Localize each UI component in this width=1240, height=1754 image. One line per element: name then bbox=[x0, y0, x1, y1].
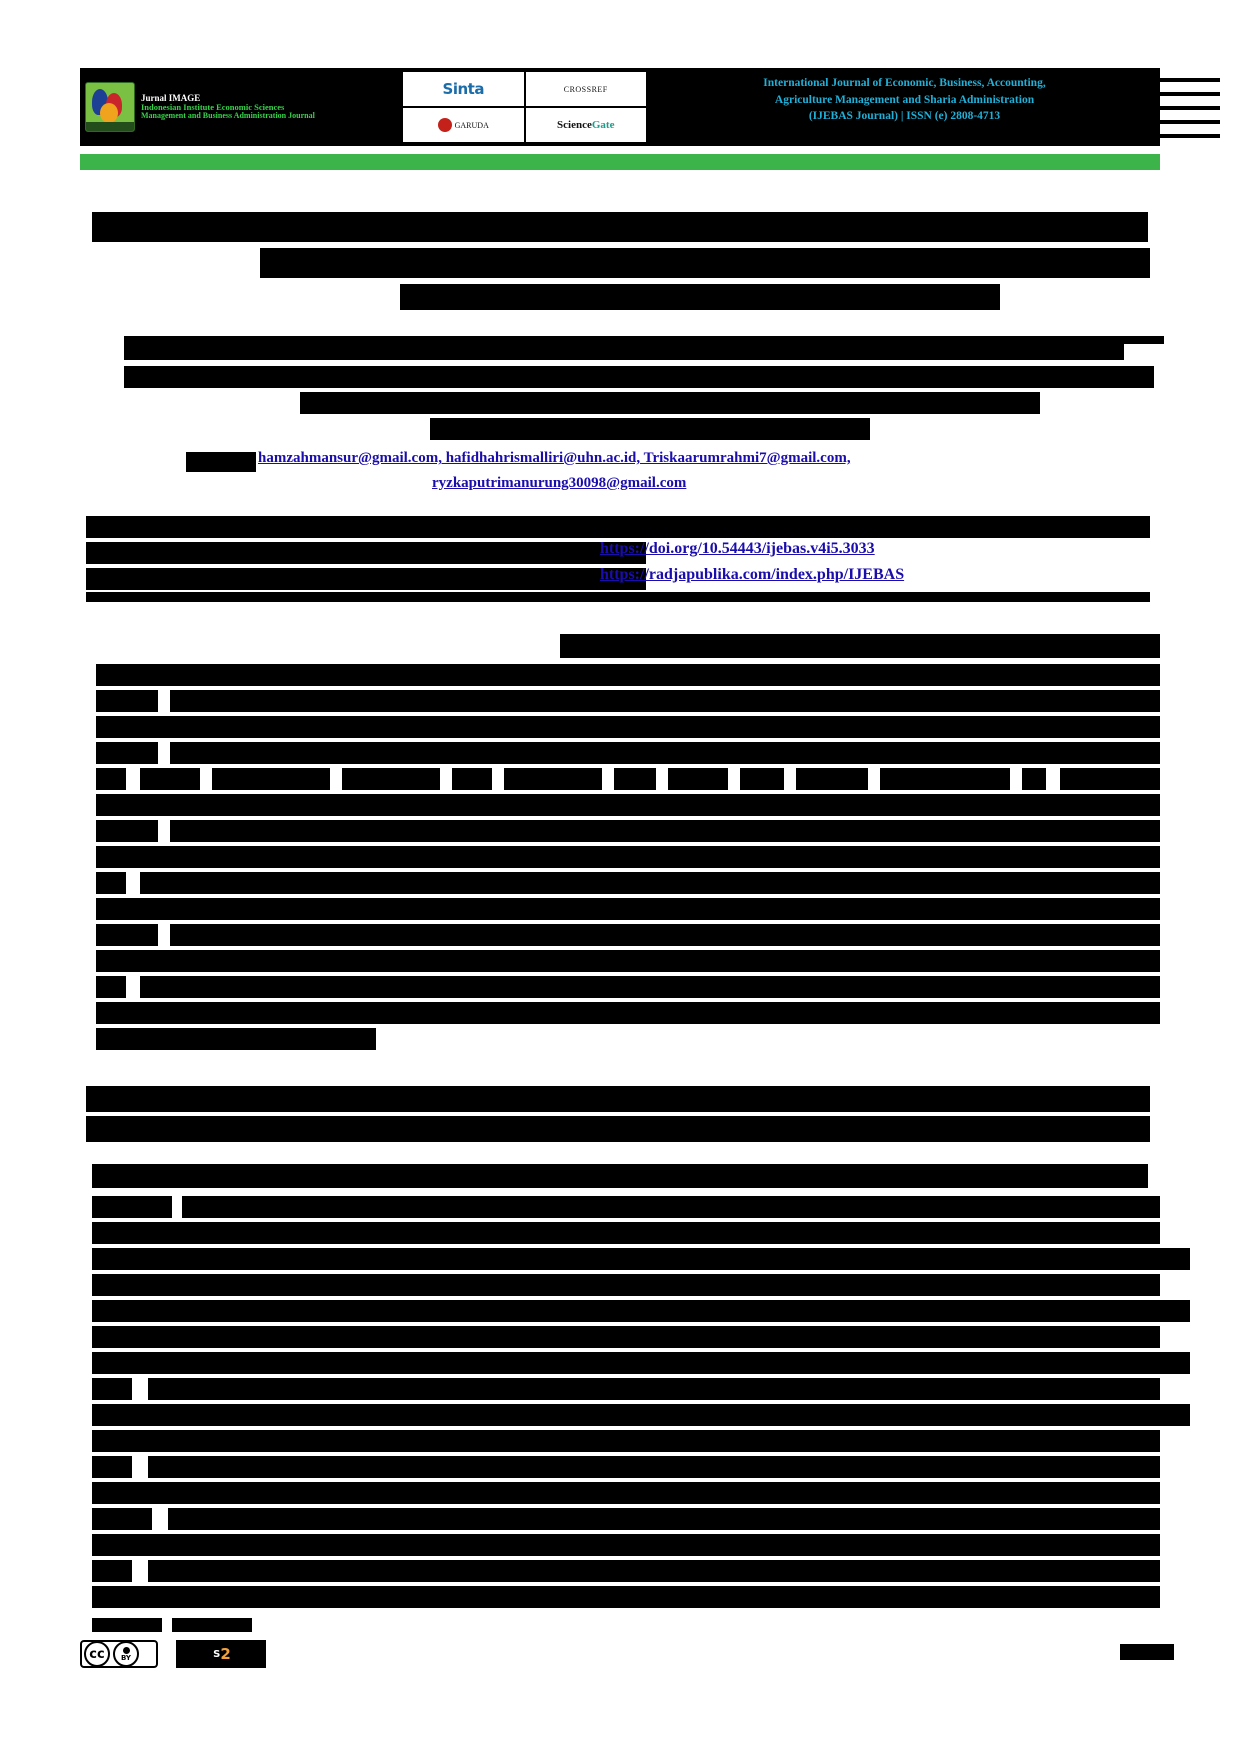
sciencegate-badge-label: Science bbox=[557, 119, 592, 131]
abstract-line-9a bbox=[96, 872, 126, 894]
masthead-rule-2 bbox=[1160, 92, 1220, 96]
affiliation-line3 bbox=[430, 418, 870, 440]
creative-commons-icon: cc bbox=[84, 1641, 110, 1667]
masthead-right-panel bbox=[650, 68, 1160, 146]
intro-line-8b bbox=[148, 1378, 1160, 1400]
abstract-line-5l bbox=[1022, 768, 1046, 790]
abstract-line-13b bbox=[140, 976, 1160, 998]
received-line bbox=[86, 516, 1150, 538]
garuda-badge-icon bbox=[403, 108, 524, 142]
keywords-line-1 bbox=[86, 1086, 1150, 1112]
author-emails-line1[interactable]: hamzahmansur@gmail.com, hafidhahrismalliri@uhn.ac.id, Triskaarumrahmi7@gmail.com, bbox=[258, 450, 851, 466]
abstract-line-12 bbox=[96, 950, 1160, 972]
abstract-line-5e bbox=[452, 768, 492, 790]
article-title-line1 bbox=[92, 212, 1148, 242]
abstract-line-5h bbox=[668, 768, 728, 790]
doi-link[interactable]: https://doi.org/10.54443/ijebas.v4i5.3033 bbox=[600, 540, 875, 557]
masthead-logo-line2: Indonesian Institute Economic Sciences bbox=[141, 101, 285, 112]
abstract-line-13a bbox=[96, 976, 126, 998]
abstract-line-5i bbox=[740, 768, 784, 790]
footer-rule-right bbox=[172, 1618, 252, 1632]
sinta-accred-number: 2 bbox=[220, 1645, 231, 1663]
intro-line-11b bbox=[148, 1456, 1160, 1478]
abstract-line-5g bbox=[614, 768, 656, 790]
abstract-line-7b bbox=[170, 820, 1160, 842]
abstract-line-5b bbox=[140, 768, 200, 790]
sinta-badge-label: Sinta bbox=[442, 80, 484, 98]
abstract-line-2a bbox=[96, 690, 158, 712]
journal-title-line2: Agriculture Management and Sharia Administration bbox=[774, 93, 1035, 106]
intro-line-10 bbox=[92, 1430, 1160, 1452]
abstract-line-7a bbox=[96, 820, 158, 842]
article-title-line2 bbox=[260, 248, 1150, 278]
intro-line-15b bbox=[148, 1560, 1160, 1582]
intro-line-6 bbox=[92, 1326, 1160, 1348]
abstract-line-4b bbox=[170, 742, 1160, 764]
header-rule bbox=[86, 592, 1150, 602]
intro-line-14 bbox=[92, 1534, 1160, 1556]
journal-title-line1: International Journal of Economic, Business, Accounting, bbox=[763, 77, 1046, 89]
abstract-line-2b bbox=[170, 690, 1160, 712]
cc-by-icon bbox=[113, 1641, 139, 1667]
abstract-line-15 bbox=[96, 1028, 376, 1050]
abstract-line-10 bbox=[96, 898, 1160, 920]
garuda-badge-label: GARUDA bbox=[454, 120, 489, 130]
abstract-line-11a bbox=[96, 924, 158, 946]
footer-page-marker bbox=[1120, 1644, 1174, 1660]
masthead-logo-line1: Jurnal IMAGE bbox=[141, 92, 201, 103]
intro-line-12 bbox=[92, 1482, 1160, 1504]
header-green-divider bbox=[80, 154, 1160, 170]
abstract-line-5c bbox=[212, 768, 330, 790]
intro-line-3 bbox=[92, 1248, 1190, 1270]
keywords-line-2 bbox=[86, 1116, 1150, 1142]
authors-superscript bbox=[1124, 336, 1164, 344]
abstract-heading bbox=[560, 634, 1160, 658]
abstract-line-3 bbox=[96, 716, 1160, 738]
article-title-line3 bbox=[400, 284, 1000, 310]
abstract-line-14 bbox=[96, 1002, 1160, 1024]
indexing-badges bbox=[400, 68, 650, 146]
intro-line-13b bbox=[168, 1508, 1160, 1530]
intro-line-4 bbox=[92, 1274, 1160, 1296]
crossref-badge-label: CROSSREF bbox=[563, 84, 608, 94]
email-label-block bbox=[186, 452, 256, 472]
affiliation-line2 bbox=[300, 392, 1040, 414]
cc-by-license-badge[interactable] bbox=[80, 1640, 158, 1668]
masthead-rule-5 bbox=[1160, 134, 1220, 138]
journal-url-link[interactable]: https://radjapublika.com/index.php/IJEBAS bbox=[600, 566, 905, 583]
sinta-accreditation-badge bbox=[176, 1640, 266, 1668]
author-emails-line2[interactable]: ryzkaputrimanurung30098@gmail.com bbox=[432, 475, 687, 491]
abstract-line-8 bbox=[96, 846, 1160, 868]
sciencegate-badge-label2: Gate bbox=[591, 119, 615, 131]
journal-masthead bbox=[80, 68, 1160, 146]
sinta-accred-letter: S bbox=[213, 1648, 221, 1660]
sinta-badge-icon bbox=[403, 72, 524, 106]
masthead-rule-1 bbox=[1160, 78, 1220, 82]
abstract-line-5a bbox=[96, 768, 126, 790]
crossref-badge-icon bbox=[526, 72, 647, 106]
intro-line-11a bbox=[92, 1456, 132, 1478]
masthead-rule-4 bbox=[1160, 120, 1220, 124]
abstract-line-5f bbox=[504, 768, 602, 790]
abstract-line-11b bbox=[170, 924, 1160, 946]
abstract-line-1 bbox=[96, 664, 1160, 686]
intro-line-5 bbox=[92, 1300, 1190, 1322]
abstract-line-5k bbox=[880, 768, 1010, 790]
abstract-line-9b bbox=[140, 872, 1160, 894]
authors-line bbox=[124, 336, 1124, 360]
doi-label bbox=[86, 542, 646, 564]
section-heading-introduction bbox=[92, 1164, 1148, 1188]
abstract-line-5d bbox=[342, 768, 440, 790]
intro-line-1b bbox=[182, 1196, 1160, 1218]
intro-line-16 bbox=[92, 1586, 1160, 1608]
garuda-dot-icon bbox=[438, 118, 452, 132]
sciencegate-badge-icon bbox=[526, 108, 647, 142]
journal-url-label bbox=[86, 568, 646, 590]
masthead-logo-line3: Management and Business Administration Journal bbox=[141, 111, 315, 121]
abstract-line-5m bbox=[1060, 768, 1160, 790]
journal-logo-icon bbox=[85, 82, 135, 132]
abstract-line-6 bbox=[96, 794, 1160, 816]
intro-line-9 bbox=[92, 1404, 1190, 1426]
intro-line-7 bbox=[92, 1352, 1190, 1374]
abstract-line-4a bbox=[96, 742, 158, 764]
intro-line-15a bbox=[92, 1560, 132, 1582]
intro-line-2 bbox=[92, 1222, 1160, 1244]
affiliation-line1 bbox=[124, 366, 1154, 388]
abstract-line-5j bbox=[796, 768, 868, 790]
intro-line-1a bbox=[92, 1196, 172, 1218]
masthead-rule-3 bbox=[1160, 106, 1220, 110]
journal-issn: (IJEBAS Journal) | ISSN (e) 2808-4713 bbox=[808, 110, 1001, 123]
intro-line-13a bbox=[92, 1508, 152, 1530]
cc-by-label: BY bbox=[120, 1653, 132, 1662]
intro-line-8a bbox=[92, 1378, 132, 1400]
masthead-left-panel bbox=[80, 68, 400, 146]
footer-rule-left bbox=[92, 1618, 162, 1632]
